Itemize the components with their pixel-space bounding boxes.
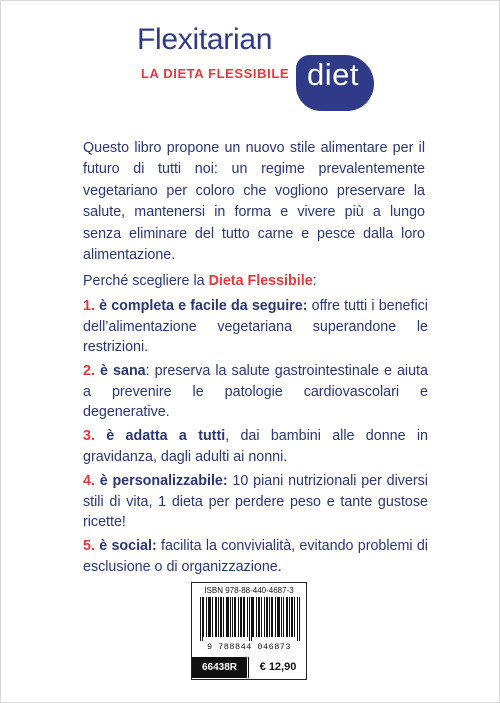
flexitarian-diet-logo [137,23,377,95]
barcode-bar [267,597,268,637]
barcode-bar [241,597,242,637]
why-prefix: Perché scegliere la [83,273,209,289]
barcode-bar [202,597,203,641]
item-title: è personalizzabile: [99,472,228,489]
barcode-bar [253,597,254,637]
benefits-list [83,296,428,581]
barcode-bar [240,597,241,637]
price-label: € 12,90 [248,657,307,678]
barcode-bar [275,597,276,637]
barcode-bar [281,597,282,637]
item-title: è adatta a tutti [106,428,226,445]
barcode-bar [228,597,229,637]
barcode-bar [259,597,260,637]
barcode-bar [227,597,228,637]
logo-tagline: LA DIETA FLESSIBILE [141,66,290,81]
why-highlight: Dieta Flessibile [208,273,313,289]
barcode-bar [283,597,284,637]
why-suffix: : [312,273,317,289]
barcode-bar [238,597,239,637]
barcode-bar [266,597,267,637]
item-text: : preserva la salute gastrointestinale e aiuta a prevenire le patologie cardiovascolari e degenerative. [83,363,428,421]
list-item [83,471,428,533]
barcode-bar [299,597,300,641]
barcode-bar [200,597,201,641]
list-item [83,536,428,577]
barcode-bar [234,597,235,637]
barcode-bar [252,597,253,637]
barcode-bar [208,597,209,637]
barcode-bar [223,597,224,637]
item-number: 5. [83,538,95,555]
barcode-bar [212,597,213,637]
barcode-bar [220,597,221,637]
barcode-bar [235,597,236,637]
item-text: facilita la convivialità, evitando problemi di esclusione o di organizzazione. [83,538,428,575]
barcode-bar [261,597,262,637]
item-title: è sana [100,363,146,380]
barcode-bar [256,597,257,637]
barcode-bars [200,597,300,641]
barcode-bar [272,597,273,637]
barcode-bar [209,597,210,637]
barcode-bar [297,597,298,641]
barcode-bar [291,597,292,637]
barcode-bar [258,597,259,637]
barcode-bar [232,597,233,637]
barcode-bar [226,597,227,637]
barcode-bar [206,597,207,637]
barcode-bar [289,597,290,637]
barcode-bar [210,597,211,637]
barcode-bar [221,597,222,637]
list-item [83,296,428,358]
isbn-label: ISBN 978-88-440-4687-3 [204,586,294,595]
barcode-bar [247,597,248,637]
intro-paragraph: Questo libro propone un nuovo stile alimentare per il futuro di tutti noi: un regime prevalentemente vegetariano per coloro che vogliono preservare la salute, mantenersi in forma e vivere più a lungo senza eliminare del tutto carne e pesce dalla loro alimentazione. [83,140,425,264]
barcode-bar [287,597,288,637]
barcode-bar [244,597,245,637]
barcode-bar [216,597,217,637]
item-title: è completa e facile da seguire: [99,298,308,314]
item-number: 3. [83,428,95,445]
barcode-bar [286,597,287,637]
ean-number: 9 788844 046873 [206,642,291,652]
item-number: 2. [83,363,95,380]
item-title: è social: [99,538,157,555]
barcode-box [191,582,307,680]
why-heading [83,271,425,292]
barcode-bar [277,597,278,637]
barcode-bar [251,597,252,641]
barcode-bar [292,597,293,637]
barcode-bar [215,597,216,637]
logo-word: Flexitarian [137,23,273,56]
barcode-bar [269,597,270,637]
barcode-bar [230,597,231,637]
barcode-bar [218,597,219,637]
barcode-bar [271,597,272,637]
list-item [83,426,428,467]
logo-badge-text: diet [307,57,359,92]
item-text: offre tutti i benefici dell’alimentazione vegetariana superandone le restrizioni. [83,298,428,356]
barcode-bar [294,597,295,637]
barcode-graphic [200,597,300,641]
product-code: 66438R [192,657,247,678]
barcode-bar [279,597,280,637]
item-number: 1. [83,298,95,314]
barcode-bar [278,597,279,637]
barcode-bar [203,597,204,637]
list-item [83,361,428,423]
item-text: , dai bambini alle donne in gravidanza, dagli adulti ai nonni. [83,428,428,465]
item-number: 4. [83,472,95,489]
barcode-bar [243,597,244,637]
barcode-bar [249,597,250,641]
item-text: 10 piani nutrizionali per diversi stili di vita, 1 dieta per perdere peso e tante gustose ricette! [83,472,428,531]
barcode-bar [264,597,265,637]
